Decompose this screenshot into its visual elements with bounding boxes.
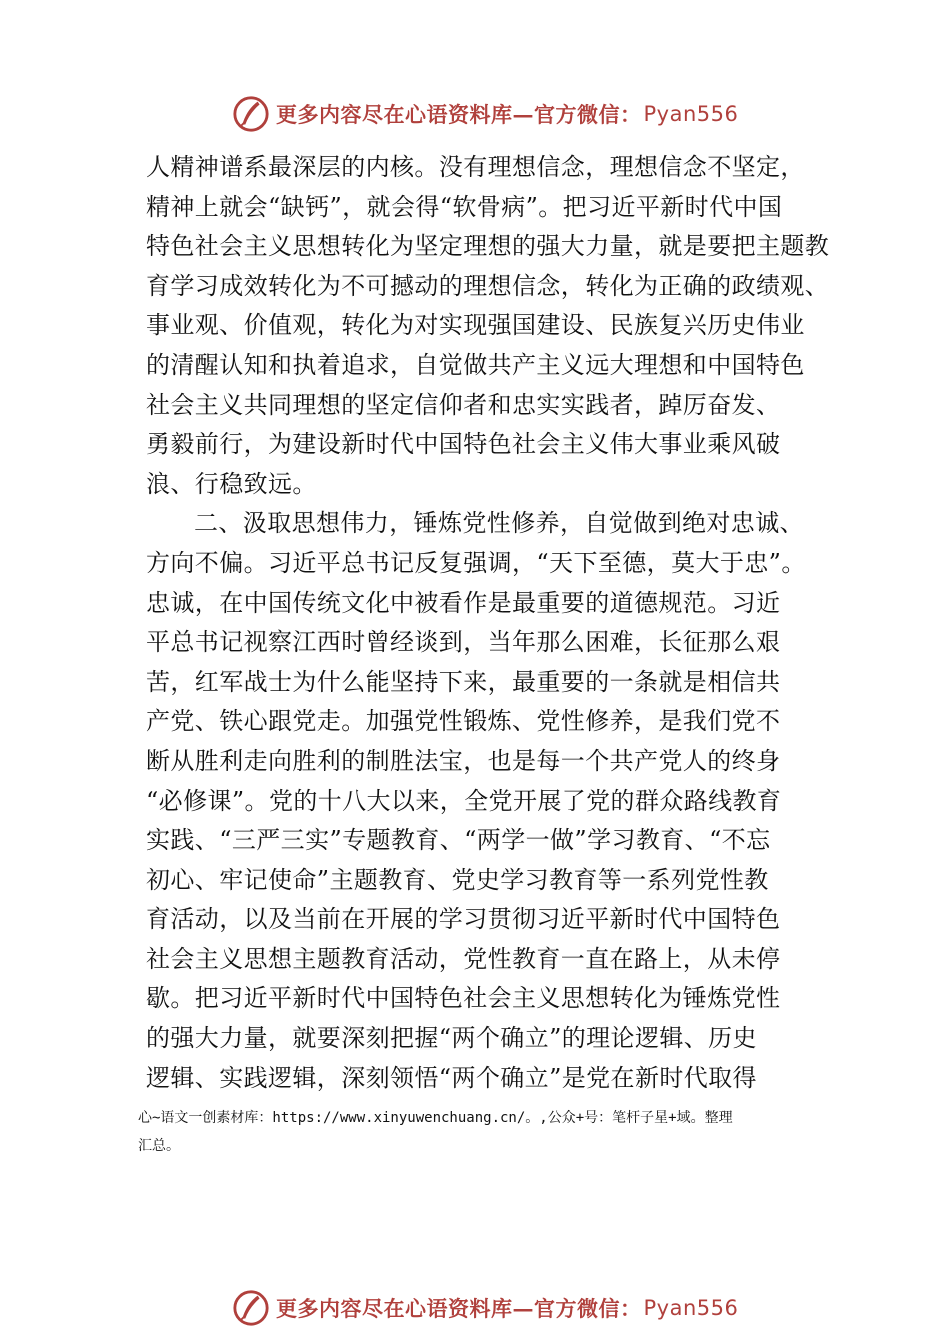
header-banner-text: 更多内容尽在心语资料库—官方微信： — [276, 102, 642, 127]
text-line: 人精神谱系最深层的内核。没有理想信念，理想信念不坚定， — [146, 153, 805, 181]
document-body — [146, 148, 830, 1098]
text-line: “必修课”。党的十八大以来，全党开展了党的群众路线教育 — [146, 786, 782, 815]
section-heading-line: 二、汲取思想伟力，锤炼党性修养，自觉做到绝对忠诚、 — [194, 509, 804, 538]
text-line: 平总书记视察江西时曾经谈到，当年那么困难，长征那么艰 — [146, 628, 781, 657]
text-line: 实践、“三严三实”专题教育、“两学一做”学习教育、“不忘 — [146, 826, 771, 855]
text-line: 逻辑、实践逻辑，深刻领悟“两个确立”是党在新时代取得 — [146, 1063, 757, 1092]
text-line: 苦，红军战士为什么能坚持下来，最重要的一条就是相信共 — [146, 667, 781, 696]
footnote-line-1: 心~语文一创素材库：https://www.xinyuwenchuang.cn/。,公众+号：笔杆子星+域。整理 — [138, 1110, 733, 1126]
text-line: 忠诚，在中国传统文化中被看作是最重要的道德规范。习近 — [146, 588, 781, 617]
text-line: 方向不偏。习近平总书记反复强调，“天下至德，莫大于忠”。 — [146, 548, 806, 577]
text-line: 浪、行稳致远。 — [146, 469, 317, 498]
quill-pen-logo-icon — [232, 95, 270, 133]
text-line: 断从胜利走向胜利的制胜法宝，也是每一个共产党人的终身 — [146, 746, 781, 775]
quill-pen-logo-icon — [232, 1289, 270, 1327]
text-line: 育活动，以及当前在开展的学习贯彻习近平新时代中国特色 — [146, 905, 781, 934]
text-line: 勇毅前行，为建设新时代中国特色社会主义伟大事业乘风破 — [146, 430, 781, 459]
text-line: 歇。把习近平新时代中国特色社会主义思想转化为锤炼党性 — [146, 984, 781, 1013]
text-line: 特色社会主义思想转化为坚定理想的强大力量，就是要把主题教 — [146, 232, 830, 261]
text-line: 初心、牢记使命”主题教育、党史学习教育等一系列党性教 — [146, 865, 769, 894]
footer-banner-text: 更多内容尽在心语资料库—官方微信： — [276, 1296, 642, 1321]
text-line: 精神上就会“缺钙”，就会得“软骨病”。把习近平新时代中国 — [146, 192, 783, 221]
footnote-line-2: 汇总。 — [138, 1138, 180, 1154]
text-line: 的清醒认知和执着追求，自觉做共产主义远大理想和中国特色 — [146, 350, 805, 379]
source-footnote — [138, 1104, 838, 1160]
text-line: 育学习成效转化为不可撼动的理想信念，转化为正确的政绩观、 — [146, 271, 830, 300]
text-line: 事业观、价值观，转化为对实现强国建设、民族复兴历史伟业 — [146, 311, 805, 340]
header-banner — [232, 92, 739, 136]
text-line: 产党、铁心跟党走。加强党性锻炼、党性修养，是我们党不 — [146, 707, 781, 736]
text-line: 的强大力量，就要深刻把握“两个确立”的理论逻辑、历史 — [146, 1024, 757, 1053]
text-line: 社会主义思想主题教育活动，党性教育一直在路上，从未停 — [146, 944, 781, 973]
footer-banner — [232, 1286, 739, 1330]
header-wechat-id: Pyan556 — [643, 102, 739, 126]
footer-wechat-id: Pyan556 — [643, 1296, 739, 1320]
text-line: 社会主义共同理想的坚定信仰者和忠实实践者，踔厉奋发、 — [146, 390, 781, 419]
